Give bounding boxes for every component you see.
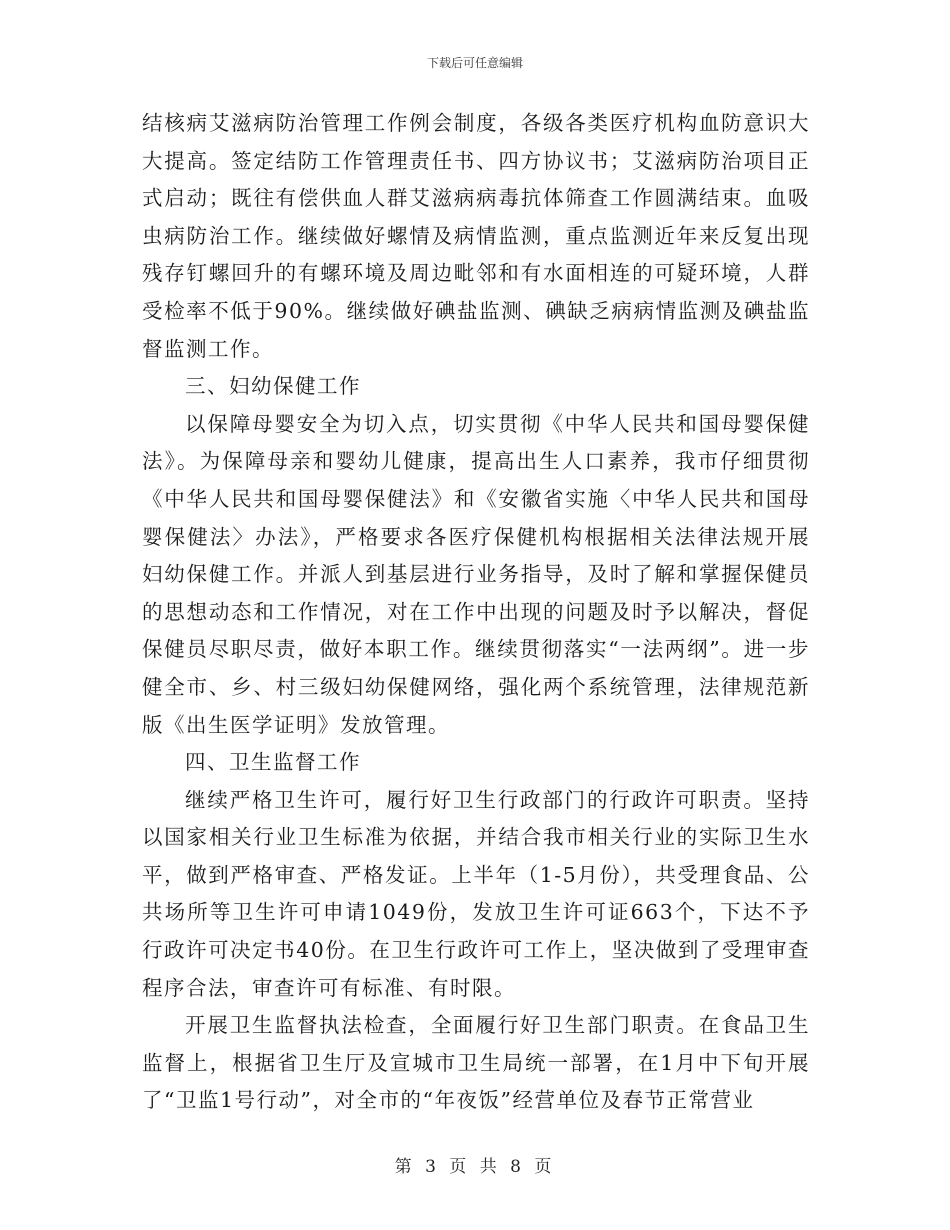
paragraph-enforcement-inspection: 开展卫生监督执法检查，全面履行好卫生部门职责。在食品卫生监督上，根据省卫生厅及宣城市卫生局统一部署，在1月中下旬开展了“卫监1号行动”，对全市的“年夜饭”经营单位及春节正常营业	[142, 1013, 810, 1113]
section-heading-maternal-child-health: 三、妇幼保健工作	[185, 374, 362, 399]
page-header: 下载后可任意编辑	[426, 56, 523, 70]
page-footer-page-number: 第 3 页 共 8 页	[394, 1157, 556, 1177]
paragraph-health-licensing: 继续严格卫生许可，履行好卫生行政部门的行政许可职责。坚持以国家相关行业卫生标准为依据，并结合我市相关行业的实际卫生水平，做到严格审查、严格发证。上半年（1-5月份），共受理食品、公共场所等卫生许可申请1049份，发放卫生许可证663个，下达不予行政许可决定书40份。在卫生行政许可工作上，坚决做到了受理审查程序合法，审查许可有标准、有时限。	[142, 787, 810, 1000]
section-heading-health-supervision: 四、卫生监督工作	[185, 750, 362, 775]
paragraph-continuation: 结核病艾滋病防治管理工作例会制度，各级各类医疗机构血防意识大大提高。签定结防工作管理责任书、四方协议书；艾滋病防治项目正式启动；既往有偿供血人群艾滋病病毒抗体筛查工作圆满结束。血吸虫病防治工作。继续做好螺情及病情监测，重点监测近年来反复出现残存钉螺回升的有螺环境及周边毗邻和有水面相连的可疑环境，人群受检率不低于90%。继续做好碘盐监测、碘缺乏病病情监测及碘盐监督监测工作。	[142, 111, 810, 361]
document-body	[142, 105, 810, 1120]
paragraph-maternal-child-health: 以保障母婴安全为切入点，切实贯彻《中华人民共和国母婴保健法》。为保障母亲和婴幼儿健康，提高出生人口素养，我市仔细贯彻《中华人民共和国母婴保健法》和《安徽省实施〈中华人民共和国母婴保健法〉办法》，严格要求各医疗保健机构根据相关法律法规开展妇幼保健工作。并派人到基层进行业务指导，及时了解和掌握保健员的思想动态和工作情况，对在工作中出现的问题及时予以解决，督促保健员尽职尽责，做好本职工作。继续贯彻落实“一法两纲”。进一步健全市、乡、村三级妇幼保健网络，强化两个系统管理，法律规范新版《出生医学证明》发放管理。	[142, 411, 810, 737]
